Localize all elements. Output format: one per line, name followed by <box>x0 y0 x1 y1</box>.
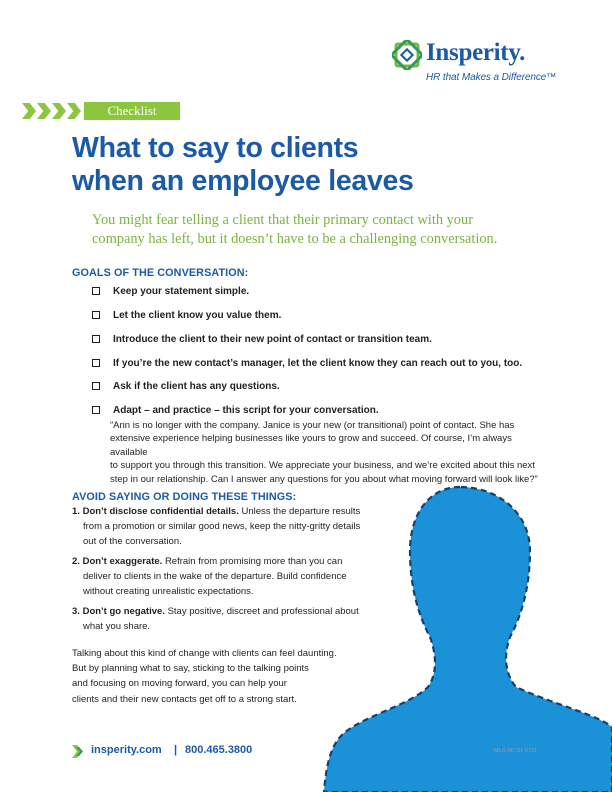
chevron-arrow-icon <box>52 103 66 119</box>
goal-text: Keep your statement simple. <box>113 286 250 297</box>
closing-line: Talking about this kind of change with clients can feel daunting. <box>72 648 337 659</box>
avoid-item <box>72 554 372 600</box>
chevron-arrow-icon <box>22 103 36 119</box>
goal-text: If you’re the new contact’s manager, let the client know they can reach out to you, too. <box>113 358 523 369</box>
page-title <box>72 132 552 198</box>
closing-paragraph <box>72 646 372 707</box>
script-line: extensive experience helping businesses like yours to grow and succeed. Of course, I’m always available <box>110 433 512 458</box>
item-lead: Don’t disclose confidential details. <box>82 506 239 517</box>
checkbox-icon <box>92 287 100 295</box>
script-line: to support you through this transition. We appreciate your business, and we’re excited about this next <box>110 460 535 472</box>
goal-text: Adapt – and practice – this script for your conversation. <box>113 405 379 416</box>
checkbox-icon <box>92 311 100 319</box>
footer-website-link[interactable]: insperity.com <box>91 744 162 756</box>
item-text: out of the conversation. <box>83 536 182 548</box>
item-text: what you share. <box>83 621 151 633</box>
title-line-2: when an employee leaves <box>72 165 414 197</box>
item-text: from a promotion or similar good news, keep the nitty-gritty details <box>83 521 361 533</box>
title-line-1: What to say to clients <box>72 132 359 164</box>
insperity-logo-mark-icon <box>392 40 422 70</box>
brand-tagline: HR that Makes a Difference™ <box>426 72 557 83</box>
document-code: MLG-00731-0721 <box>494 748 538 754</box>
intro-text: You might fear telling a client that their primary contact with your company has left, but it doesn’t have to be a challenging conversation. <box>92 212 498 247</box>
item-number: 1. <box>72 506 80 517</box>
avoid-heading: AVOID SAYING OR DOING THESE THINGS: <box>72 491 297 503</box>
checkbox-icon <box>92 359 100 367</box>
footer <box>72 744 332 760</box>
chevron-arrow-icon <box>37 103 51 119</box>
item-text: Stay positive, discreet and professional about <box>167 606 359 617</box>
item-text: without creating unrealistic expectations. <box>83 586 254 598</box>
checkbox-icon <box>92 382 100 390</box>
avoid-item <box>72 504 372 550</box>
script-line: “Ann is no longer with the company. Janice is your new (or transitional) point of contact. She has <box>110 420 515 431</box>
item-text: deliver to clients in the wake of the departure. Build confidence <box>83 571 347 583</box>
goal-text: Ask if the client has any questions. <box>113 381 280 392</box>
item-lead: Don’t go negative. <box>82 606 165 617</box>
item-text: Unless the departure results <box>241 506 361 517</box>
footer-phone[interactable]: 800.465.3800 <box>185 744 253 756</box>
closing-line: But by planning what to say, sticking to the talking points <box>72 663 309 675</box>
brand-name: Insperity. <box>426 39 526 66</box>
closing-line: and focusing on moving forward, you can help your <box>72 678 287 690</box>
goals-heading: GOALS OF THE CONVERSATION: <box>72 267 249 279</box>
item-number: 3. <box>72 606 80 617</box>
checkbox-icon <box>92 335 100 343</box>
item-text: Refrain from promising more than you can <box>164 556 343 567</box>
goal-text: Let the client know you value them. <box>113 310 282 321</box>
item-lead: Don’t exaggerate. <box>82 556 163 567</box>
avoid-item <box>72 604 372 634</box>
checkbox-icon <box>92 406 100 414</box>
closing-line: clients and their new contacts get off to a strong start. <box>72 693 297 705</box>
chevron-arrow-icon <box>67 103 81 119</box>
goal-text: Introduce the client to their new point of contact or transition team. <box>113 334 432 345</box>
item-number: 2. <box>72 556 80 567</box>
footer-separator: | <box>174 744 178 756</box>
sample-script <box>110 419 550 486</box>
script-line: step in our relationship. Can I answer any questions for you about what moving forward will look like?” <box>110 473 538 485</box>
green-chevron-icon <box>72 745 85 758</box>
insperity-logo <box>392 40 572 92</box>
banner-label: Checklist <box>84 102 180 120</box>
checklist-banner <box>22 102 162 120</box>
